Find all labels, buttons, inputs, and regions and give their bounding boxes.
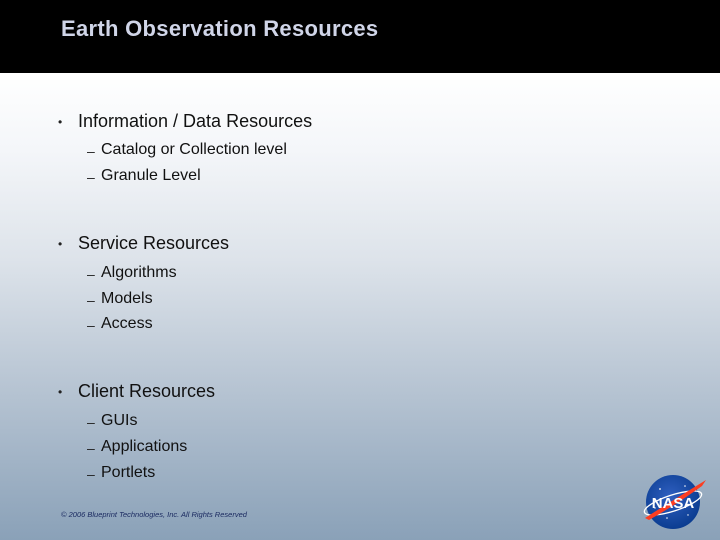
slide-title: Earth Observation Resources — [61, 16, 379, 41]
list-item: Portlets — [101, 464, 156, 481]
section-heading: Information / Data Resources — [78, 111, 313, 131]
copyright-footer: © 2006 Blueprint Technologies, Inc. All Rights Reserved — [61, 510, 247, 519]
list-item: Granule Level — [101, 167, 201, 184]
dash-icon: – — [87, 440, 95, 456]
section-heading: Client Resources — [78, 381, 216, 401]
nasa-logo-icon — [640, 472, 710, 532]
list-item: Catalog or Collection level — [101, 141, 287, 158]
dash-icon: – — [87, 466, 95, 482]
list-item: Models — [101, 290, 153, 307]
dash-icon: – — [87, 143, 95, 159]
dash-icon: – — [87, 414, 95, 430]
section-heading: Service Resources — [78, 233, 230, 253]
dash-icon: – — [87, 292, 95, 308]
logo-text: NASA — [651, 495, 695, 512]
dash-icon: – — [87, 317, 95, 333]
list-item: Algorithms — [101, 264, 177, 281]
list-item: GUIs — [101, 412, 138, 429]
bullet-icon: • — [58, 237, 63, 251]
bullet-icon: • — [58, 385, 63, 399]
dash-icon: – — [87, 266, 95, 282]
dash-icon: – — [87, 169, 95, 185]
list-item: Applications — [101, 438, 188, 455]
bullet-icon: • — [58, 115, 63, 129]
list-item: Access — [101, 315, 153, 332]
